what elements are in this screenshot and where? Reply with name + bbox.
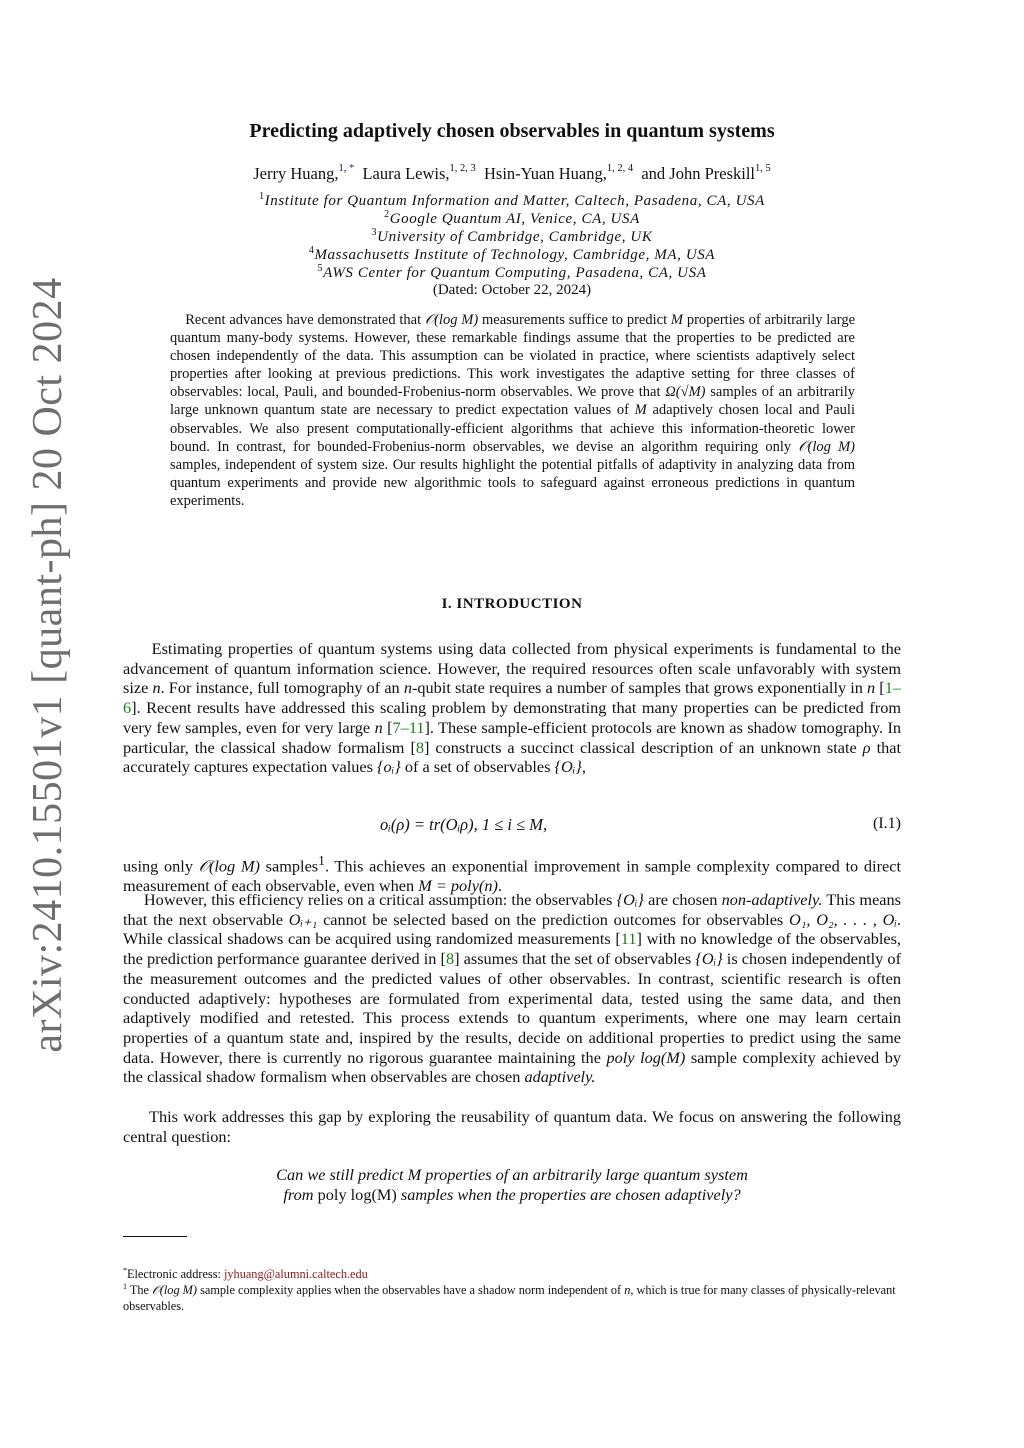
intro-paragraph-2: using only 𝒪(log M) samples$^1$. This achieves an exponential improvement in sample complexity compared to direct measurement of each observable, even when M = poly(n). <box>123 853 901 896</box>
date-line: (Dated: October 22, 2024) <box>432 282 592 298</box>
footnote-email: *Electronic address: jyhuang@alumni.caltech.edu <box>123 1266 368 1282</box>
section-heading: I. INTRODUCTION <box>441 596 583 612</box>
affiliation-4: $^4$Massachusetts Institute of Technology, Cambridge, MA, USA <box>308 245 716 263</box>
footnote-divider <box>123 1236 187 1237</box>
footnote-ref[interactable]: 1 <box>318 853 325 868</box>
affiliation-1: $^1$Institute for Quantum Information and Matter, Caltech, Pasadena, CA, USA <box>259 191 765 209</box>
abstract: Recent advances have demonstrated that 𝒪(log M) measurements suffice to predict M properties of arbitrarily large quantum many-body systems. However, these remarkable findings assume that the properties to be predicted are chosen independently of the data. This assumption can be violated in practice, where scientists adaptively select properties after looking at previous predictions. This work investigates the adaptive setting for three classes of observables: local, Pauli, and bounded-Frobenius-norm observables. We prove that Ω(√M) samples of an arbitrarily large unknown quantum state are necessary to predict expectation values of M adaptively chosen local and Pauli observables. We also present computationally-efficient algorithms that achieve this information-theoretic lower bound. In contrast, for bounded-Frobenius-norm observables, we devise an algorithm requiring only 𝒪(log M) samples, independent of system size. Our results highlight the potential pitfalls of adaptivity in analyzing data from quantum experiments and provide new algorithmic tools to safeguard against erroneous predictions in quantum experiments. <box>170 312 856 509</box>
equation-I1: oᵢ(ρ) = tr(Oᵢρ), 1 ≤ i ≤ M, <box>380 815 548 834</box>
citation-link[interactable]: 11 <box>620 929 637 949</box>
citation-link[interactable]: 1–6 <box>123 678 902 718</box>
author-2: Laura Lewis,$^{1, 2, 3}$ <box>362 162 476 183</box>
intro-paragraph-1: Estimating properties of quantum systems using data collected from physical experiments is fundamental to the advancement of quantum information science. However, the required resources often scale unfavorably with system size n. For instance, full tomography of an n-qubit state requires a number of samples that grows exponentially in n [1–6]. Recent results have addressed this scaling problem by demonstrating that many properties can be predicted from very few samples, even for very large n [7–11]. These sample-efficient protocols are known as shadow tomography. In particular, the classical shadow formalism [8] constructs a succinct classical description of an unknown state ρ that accurately captures expectation values {oᵢ} of a set of observables {Oᵢ}, <box>123 639 902 777</box>
arxiv-sidebar <box>18 160 78 1170</box>
paper-title: Predicting adaptively chosen observables in quantum systems <box>249 120 775 142</box>
author-4: and John Preskill$^{1, 5}$ <box>641 162 771 183</box>
author-list <box>0 164 1024 184</box>
footnote-1: $^1$ The 𝒪(log M) sample complexity applies when the observables have a shadow norm independent of n, which is true for many classes of physically-relevant observables. <box>123 1282 896 1314</box>
citation-link[interactable]: 7–11 <box>392 717 425 737</box>
equation-number: (I.1) <box>873 815 901 832</box>
arxiv-id: arXiv:2410.15501v1 [quant-ph] 20 Oct 2024 <box>25 277 71 1053</box>
intro-paragraph-4: This work addresses this gap by exploring the reusability of quantum data. We focus on answering the following central question: <box>123 1107 902 1146</box>
email-link[interactable]: jyhuang@alumni.caltech.edu <box>223 1267 368 1282</box>
citation-link[interactable]: 8 <box>445 949 455 969</box>
affiliation-2: $^2$Google Quantum AI, Venice, CA, USA <box>384 209 640 227</box>
intro-paragraph-3: However, this efficiency relies on a critical assumption: the observables {Oᵢ} are chosen non-adaptively. This means that the next observable Oᵢ₊₁ cannot be selected based on the prediction outcomes for observables O₁, O₂, . . . , Oᵢ. While classical shadows can be acquired using randomized measurements [11] with no knowledge of the observables, the prediction performance guarantee derived in [8] assumes that the set of observables {Oᵢ} is chosen independently of the measurement outcomes and the predicted values of other observables. In contrast, scientific research is often conducted adaptively: hypotheses are formulated from experimental data, tested using the same data, and then adaptively modified and retested. This process extends to quantum experiments, where one may learn certain properties of a quantum state and, inspired by the results, decide on additional properties to predict using the same data. However, there is currently no rigorous guarantee maintaining the poly log(M) sample complexity achieved by the classical shadow formalism when observables are chosen adaptively. <box>123 890 902 1087</box>
author-1: Jerry Huang,$^{1,}$ * <box>253 162 355 183</box>
corresponding-author-mark[interactable]: * <box>348 162 355 174</box>
affiliation-5: $^5$AWS Center for Quantum Computing, Pasadena, CA, USA <box>317 263 707 281</box>
affiliation-3: $^3$University of Cambridge, Cambridge, UK <box>371 227 653 245</box>
author-3: Hsin-Yuan Huang,$^{1, 2, 4}$ <box>484 162 634 183</box>
central-question: Can we still predict M properties of an arbitrarily large quantum system from poly log(M) samples when the properties are chosen adaptively? <box>276 1165 748 1204</box>
citation-link[interactable]: 8 <box>415 737 424 757</box>
